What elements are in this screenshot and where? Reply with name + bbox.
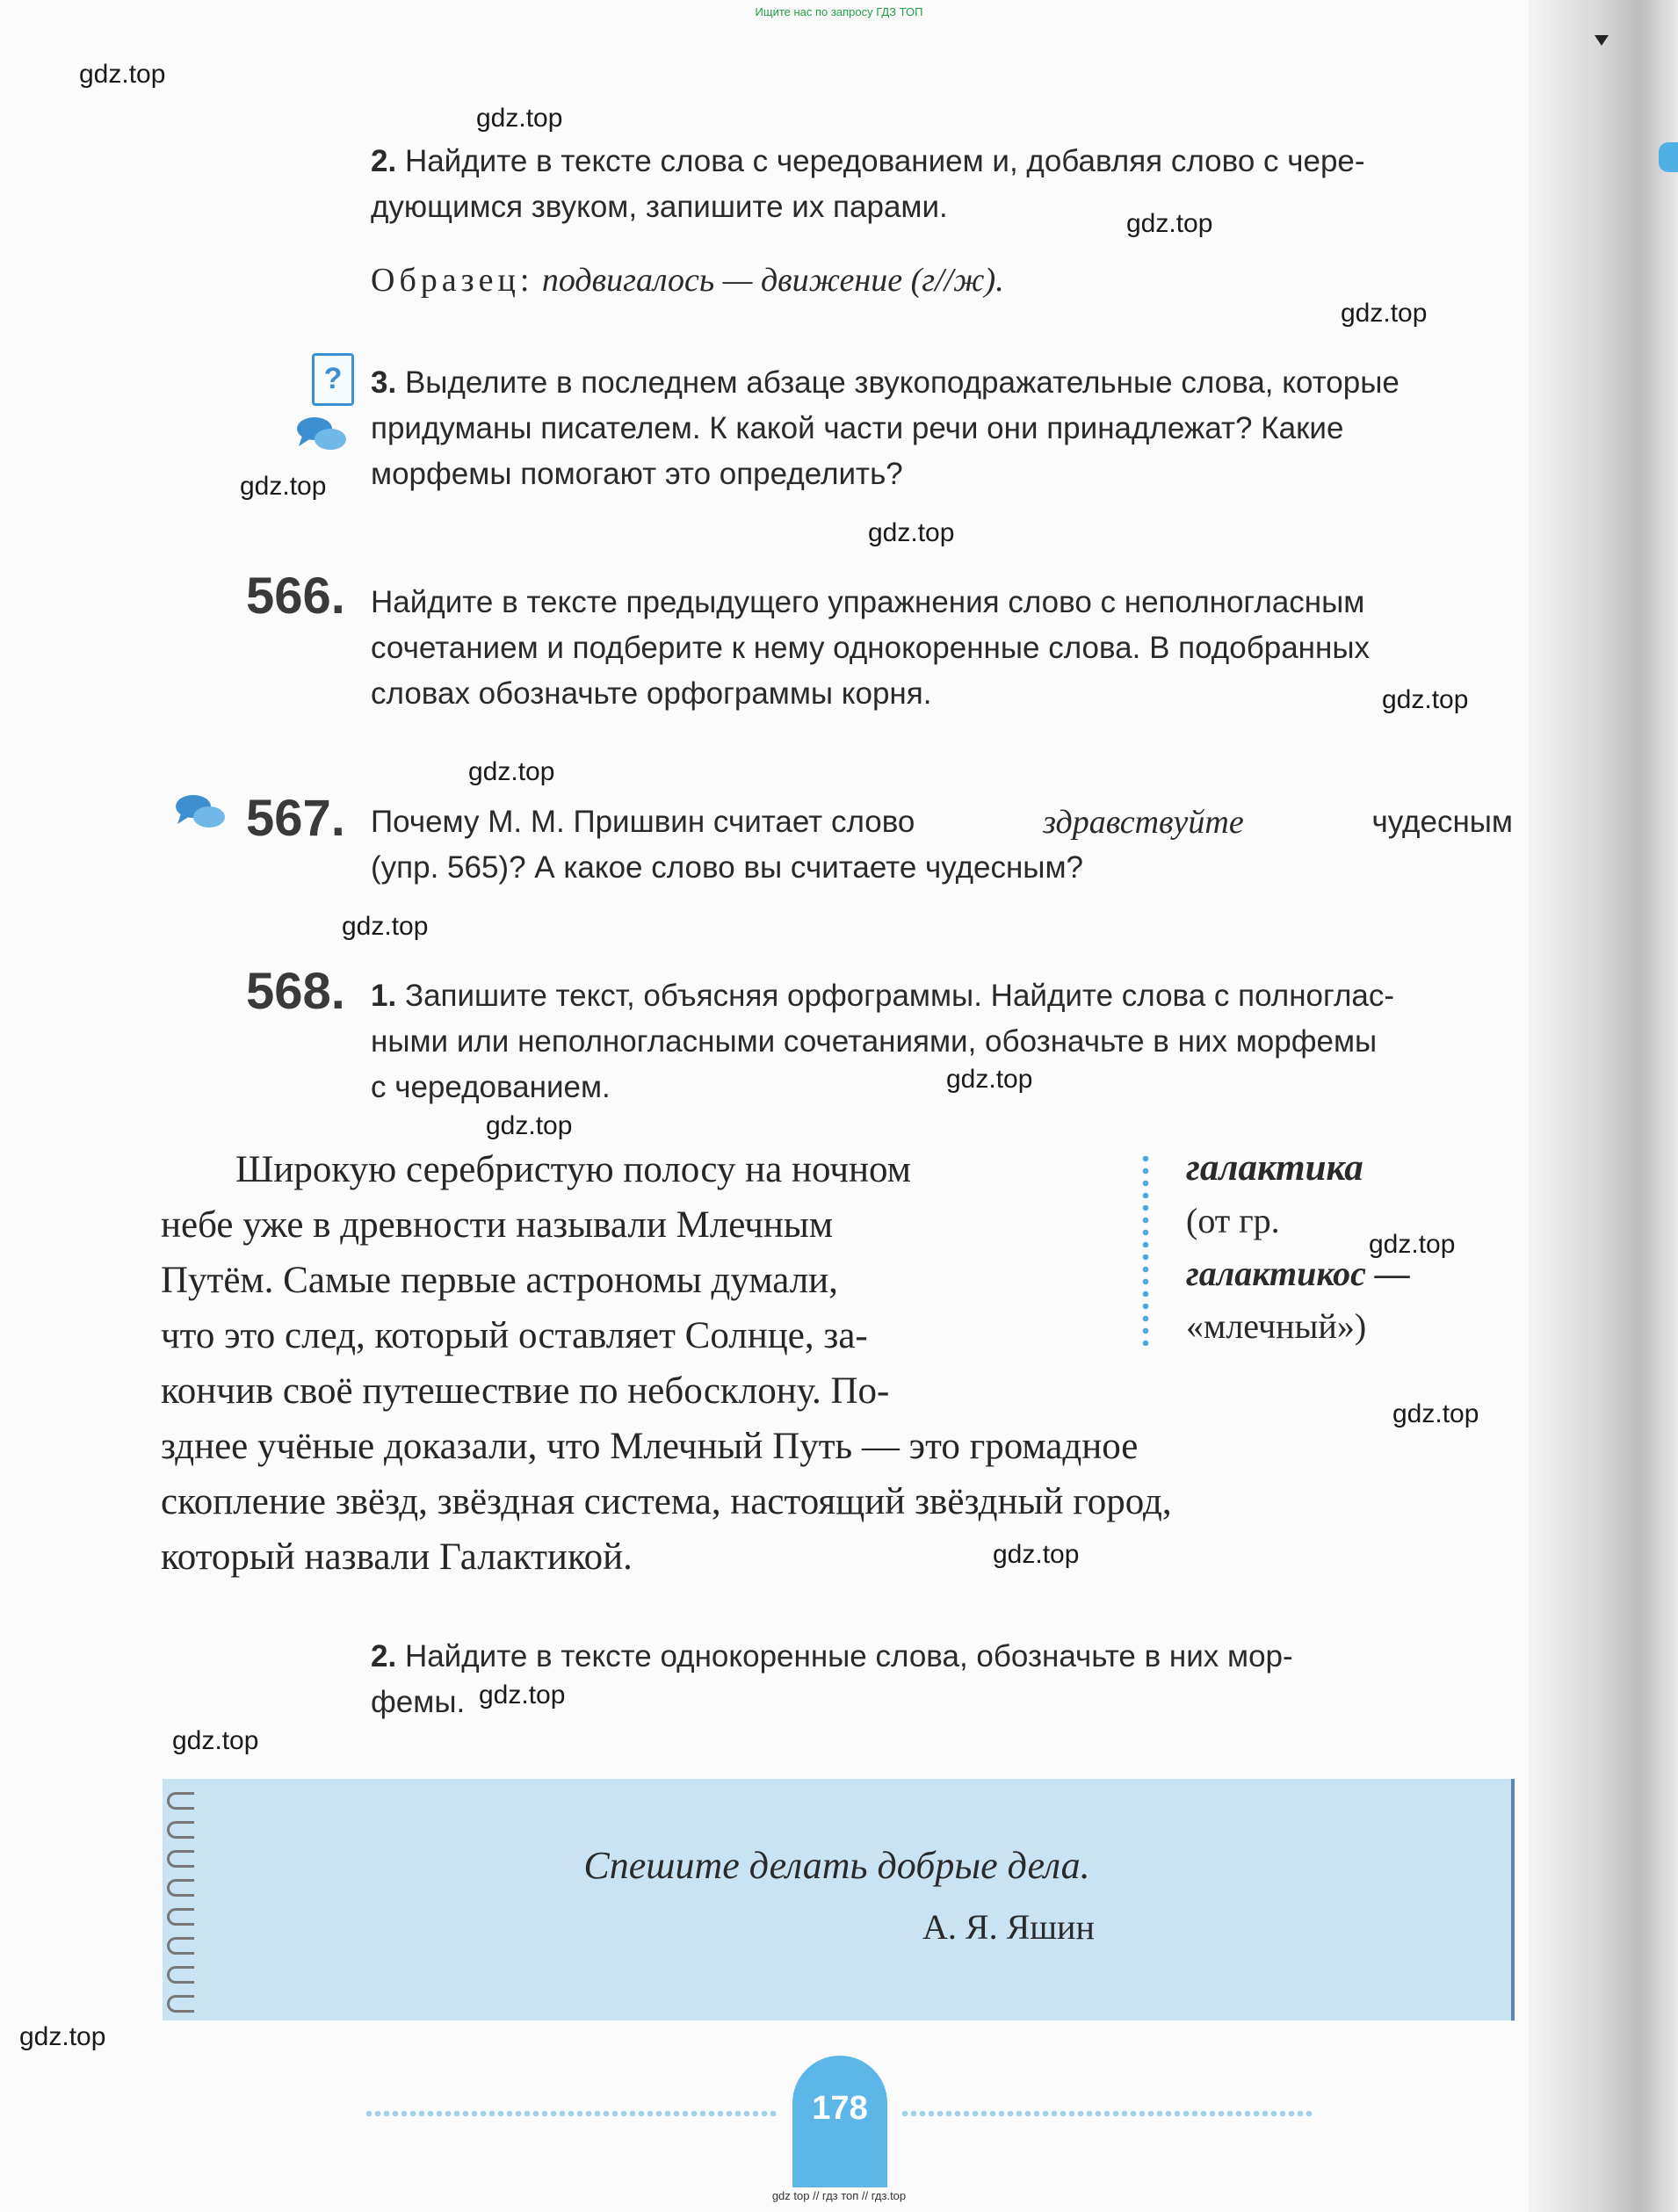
watermark: gdz.top [479, 1681, 566, 1710]
watermark: gdz.top [79, 60, 166, 89]
text-line: Широкую серебристую полосу на ночном [235, 1149, 911, 1190]
ex568-q2-line1: Найдите в тексте однокоренные слова, обозначьте в них мор- [404, 1639, 1293, 1673]
watermark: gdz.top [172, 1726, 259, 1755]
dotted-divider [1142, 1153, 1149, 1346]
sample-label: Образец: [371, 262, 534, 299]
watermark: gdz.top [240, 472, 327, 501]
exercise-567-number: 567. [246, 790, 345, 847]
task-565-q2 [371, 139, 1513, 230]
quote-box [163, 1779, 1515, 2020]
text-line: Путём. Самые первые астрономы думали, [161, 1260, 838, 1301]
text-line: что это след, который оставляет Солнце, за- [161, 1315, 868, 1356]
sample-row [371, 257, 1004, 303]
ex568-q2-number: 2. [371, 1639, 397, 1673]
watermark: gdz.top [1341, 299, 1428, 328]
quote-text: Спешите делать добрые дела. [583, 1844, 1090, 1887]
speech-bubbles-icon [295, 415, 348, 455]
q3-line2: придуманы писателем. К какой части речи они принадлежат? Какие [371, 411, 1344, 445]
ex567-line1-a: Почему М. М. Пришвин считает слово [371, 805, 915, 839]
ex568-q1-line3: с чередованием. [371, 1070, 611, 1104]
ex566-line2: сочетанием и подберите к нему однокоренные слова. В подобранных [371, 631, 1370, 665]
watermark: gdz.top [946, 1065, 1033, 1094]
ex568-q2-line2: фемы. [371, 1685, 466, 1719]
text-line: зднее учёные доказали, что Млечный Путь — это громадное [161, 1426, 1139, 1467]
ex567-line2: (упр. 565)? А какое слово вы считаете чудесным? [371, 850, 1083, 885]
vocab-line1: (от гр. [1186, 1201, 1280, 1240]
q2-number: 2. [371, 144, 397, 178]
watermark: gdz.top [342, 912, 429, 941]
q2-line2: дующимся звуком, запишите их парами. [371, 190, 948, 224]
speech-bubbles-icon [174, 792, 227, 833]
text-line: скопление звёзд, звёздная система, настоящий звёздный город, [161, 1481, 1172, 1522]
ex566-line1: Найдите в тексте предыдущего упражнения слово с неполногласным [371, 585, 1365, 619]
text-line: кончив своё путешествие по небосклону. По- [161, 1370, 890, 1412]
watermark: gdz.top [1392, 1399, 1479, 1428]
footer-dots-left [365, 2111, 778, 2116]
text-line: который назвали Галактикой. [161, 1536, 633, 1578]
vocab-line3: «млечный») [1186, 1306, 1367, 1346]
ex568-q1-number: 1. [371, 979, 397, 1013]
exercise-566-number: 566. [246, 567, 345, 625]
page-edge-tab [1659, 142, 1678, 172]
bottom-note: gdz top // гдз топ // гдз.top [771, 2189, 907, 2202]
watermark: gdz.top [1126, 209, 1213, 238]
ex567-line1-b: чудесным [1371, 805, 1513, 839]
ex566-line3: словах обозначьте орфограммы корня. [371, 676, 932, 711]
sample-text: подвигалось — движение (г//ж). [541, 262, 1004, 299]
watermark: gdz.top [468, 757, 555, 786]
footer-dots-right [900, 2111, 1313, 2116]
exercise-566-text [371, 580, 1513, 717]
q3-number: 3. [371, 365, 397, 400]
exercise-567-text [371, 799, 1513, 891]
ex568-q1-line1: Запишите текст, объясняя орфограммы. Найдите слова с полноглас- [404, 979, 1395, 1013]
exercise-568-q2 [371, 1634, 1513, 1725]
ex568-q1-line2: ными или неполногласными сочетаниями, обозначьте в них морфемы [371, 1024, 1378, 1059]
task-565-q3 [371, 360, 1513, 497]
vocabulary-note [1186, 1142, 1529, 1353]
watermark: gdz.top [19, 2022, 106, 2051]
spine-marker [1595, 35, 1609, 46]
watermark: gdz.top [993, 1540, 1080, 1569]
task-board-icon: ? [312, 353, 354, 406]
notebook-spiral [167, 1792, 202, 2024]
exercise-568-q1 [371, 973, 1513, 1110]
book-spine-shadow [1529, 0, 1678, 2212]
watermark: gdz.top [486, 1111, 573, 1140]
ex567-word: здравствуйте [1043, 804, 1244, 841]
quote-author: А. Я. Яшин [922, 1907, 1095, 1947]
q3-line1: Выделите в последнем абзаце звукоподражательные слова, которые [404, 365, 1400, 400]
watermark: gdz.top [1382, 685, 1469, 714]
q2-line1: Найдите в тексте слова с чередованием и, добавляя слово с чере- [404, 144, 1365, 178]
watermark: gdz.top [476, 104, 563, 133]
exercise-568-number: 568. [246, 963, 345, 1020]
top-search-note: Ищите нас по запросу ГДЗ ТОП [755, 5, 923, 18]
vocab-term: галактика [1186, 1147, 1363, 1189]
text-line: небе уже в древности называли Млечным [161, 1204, 834, 1246]
vocab-line2: галактикос — [1186, 1254, 1410, 1293]
watermark: gdz.top [868, 518, 955, 547]
page-number: 178 [792, 2056, 887, 2187]
q3-line3: морфемы помогают это определить? [371, 457, 903, 491]
watermark: gdz.top [1369, 1230, 1456, 1259]
